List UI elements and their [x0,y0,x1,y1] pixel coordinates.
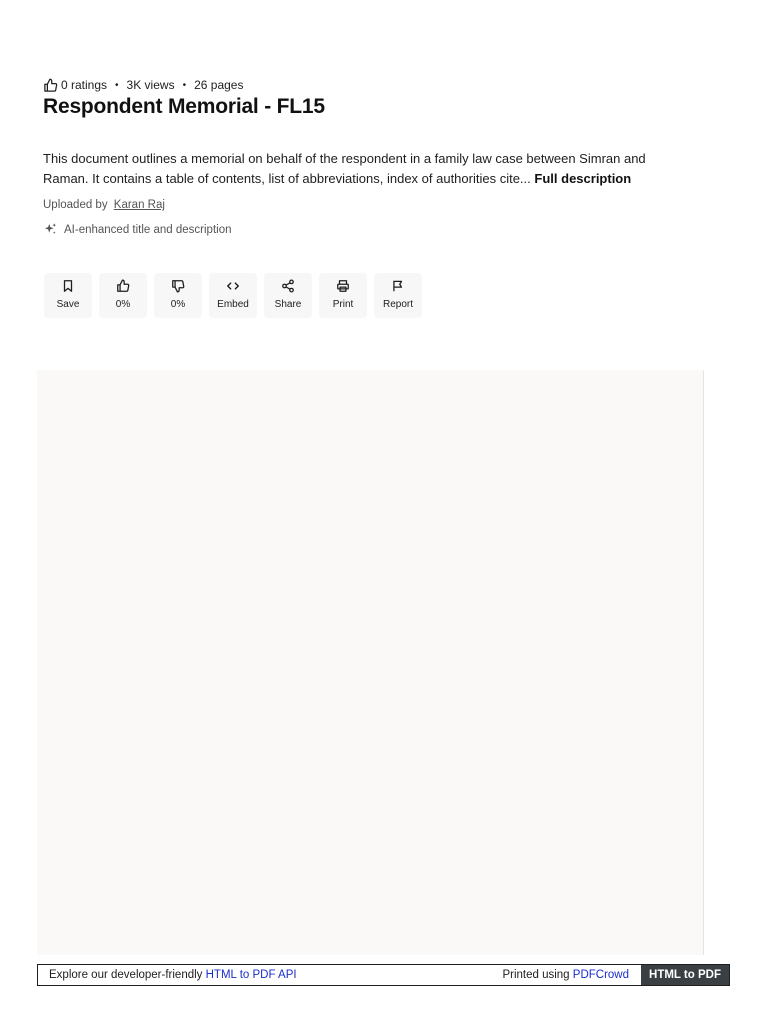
document-meta [43,76,243,94]
share-label: Share [274,299,302,310]
sparkle-icon [43,222,58,237]
bookmark-icon [61,279,75,293]
page-title: Respondent Memorial - FL15 [43,95,325,118]
html-to-pdf-api-link[interactable]: HTML to PDF API [205,969,297,981]
report-button[interactable] [374,273,422,318]
code-icon [226,279,240,293]
share-button[interactable] [264,273,312,318]
document-description [43,149,693,189]
pages-count: 26 pages [194,78,244,92]
views-count: 3K views [126,78,175,92]
save-button[interactable] [44,273,92,318]
embed-label: Embed [217,299,249,310]
upvote-button[interactable] [99,273,147,318]
share-icon [281,279,295,293]
ai-enhanced-note [43,222,232,237]
uploaded-by [43,199,165,211]
upvote-percent: 0% [115,299,131,310]
uploader-link[interactable]: Karan Raj [113,199,165,211]
explore-text: Explore our developer-friendly [49,969,203,981]
separator: • [115,79,119,91]
downvote-button[interactable] [154,273,202,318]
document-viewer[interactable] [37,370,704,955]
print-button[interactable] [319,273,367,318]
description-text: This document outlines a memorial on behalf of the respondent in a family law case between Simran and Raman. It contains a table of contents, list of abbreviations, index of authorities cite... [43,151,646,186]
report-label: Report [382,299,413,310]
printer-icon [336,279,350,293]
printed-using-text: Printed using [502,969,570,981]
action-toolbar [44,273,422,318]
print-label: Print [332,299,354,310]
pdfcrowd-link[interactable]: PDFCrowd [572,969,630,981]
ratings-count: 0 ratings [61,78,108,92]
printed-using-wrap [502,969,641,981]
thumbs-up-icon [43,78,58,93]
flag-icon [391,279,405,293]
pdfcrowd-footer [37,964,730,986]
downvote-percent: 0% [170,299,186,310]
html-to-pdf-badge[interactable]: HTML to PDF [641,965,729,985]
explore-text-wrap [38,969,502,981]
thumbs-up-icon [116,279,130,293]
save-label: Save [56,299,80,310]
thumbs-down-icon [171,279,185,293]
full-description-link[interactable]: Full description [534,171,632,186]
separator: • [182,79,187,91]
uploaded-by-label: Uploaded by [43,199,108,211]
ai-note-text: AI-enhanced title and description [64,223,232,236]
embed-button[interactable] [209,273,257,318]
